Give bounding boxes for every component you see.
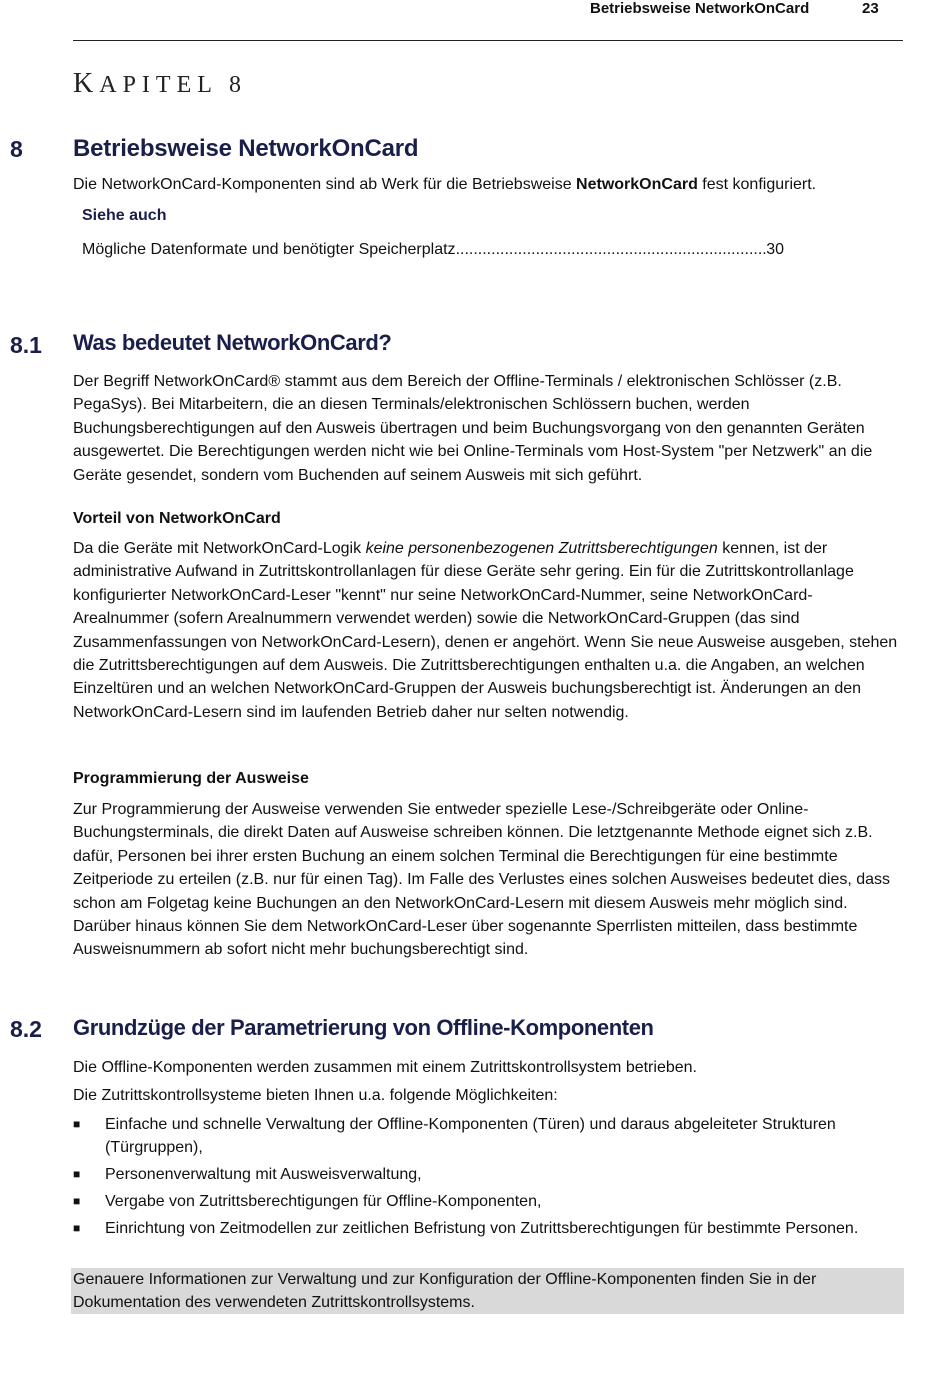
list-item: ■ Vergabe von Zutrittsberechtigungen für Offline-Komponenten, (73, 1190, 893, 1213)
list-item: ■ Einfache und schnelle Verwaltung der Offline-Komponenten (Türen) und daraus abgeleiteter Strukturen (Türgruppen), (73, 1113, 893, 1160)
bullet-square-icon: ■ (73, 1194, 81, 1209)
section-number: 8 (10, 136, 23, 162)
subsection-title: Was bedeutet NetworkOnCard? (73, 330, 392, 355)
subsection-title-82: Grundzüge der Parametrierung von Offline-Komponenten (73, 1015, 654, 1040)
programmierung-heading: Programmierung der Ausweise (73, 770, 309, 787)
toc-leader-dots (456, 241, 767, 259)
bullet-square-icon: ■ (73, 1167, 81, 1182)
see-also-label: Siehe auch (82, 207, 167, 224)
chapter-label-initial: K (73, 68, 100, 99)
bullet-square-icon: ■ (73, 1221, 81, 1236)
subsection-number: 8.1 (10, 332, 42, 358)
toc-link-text: Mögliche Datenformate und benötigter Speicherplatz (82, 241, 456, 258)
chapter-label-rest: APITEL 8 (99, 72, 247, 98)
header-title: Betriebsweise NetworkOnCard (590, 0, 810, 17)
programmierung-paragraph: Zur Programmierung der Ausweise verwenden Sie entweder spezielle Lese-/Schreibgeräte oder Online-Buchungsterminals, die direkt Daten auf Ausweise schreiben können. Die letztgenannte Methode eignet sich z.B. dafür, Personen bei ihrer ersten Buchung an einem solchen Terminal die Berechtigungen für eine bestimmte Zeitperiode zu erteilen (z.B. nur für einen Tag). Im Falle des Verlustes eines solchen Ausweises bedeutet dies, dass schon am Folgetag keine Buchungen an den NetworkOnCard-Lesern mit diesem Ausweis mehr möglich sind. Darüber hinaus können Sie dem NetworkOnCard-Leser über sogenannte Sperrlisten mitteilen, dass bestimmte Ausweisnummern ab sofort nicht mehr buchungsberechtigt sind. (73, 801, 891, 959)
chapter-label (73, 68, 247, 100)
list-item: ■ Einrichtung von Zeitmodellen zur zeitlichen Befristung von Zutrittsberechtigungen für bestimmte Personen. (73, 1217, 893, 1240)
bullet-square-icon: ■ (73, 1117, 81, 1131)
list-item: ■ Personenverwaltung mit Ausweisverwaltung, (73, 1163, 893, 1186)
intro-bold-term: NetworkOnCard (576, 176, 698, 193)
subsection-number-82: 8.2 (10, 1016, 42, 1042)
page-number: 23 (862, 0, 879, 17)
definition-paragraph: Der Begriff NetworkOnCard® stammt aus dem Bereich der Offline-Terminals / elektronischen Schlösser (z.B. PegaSys). Bei Mitarbeitern, die an diesen Terminals/elektronischen Schlössern buchen, werden Buchungsberechtigungen auf den Ausweis übertragen und beim Buchungsvorgang von den genannten Geräten ausgewertet. Die Berechtigungen werden nicht wie bei Online-Terminals vom Host-System "per Netzwerk" an die Geräte gesendet, sondern vom Buchenden auf seinem Ausweis mit sich geführt. (73, 373, 873, 484)
vorteil-emphasis: keine personenbezogenen Zutrittsberechtigungen (365, 540, 718, 557)
offline-intro-line: Die Offline-Komponenten werden zusammen mit einem Zutrittskontrollsystem betrieben. (73, 1059, 697, 1076)
section-intro: Die NetworkOnCard-Komponenten sind ab Werk für die Betriebsweise NetworkOnCard fest konfiguriert. (73, 176, 817, 193)
possibilities-intro-line: Die Zutrittskontrollsysteme bieten Ihnen u.a. folgende Möglichkeiten: (73, 1087, 558, 1104)
vorteil-heading: Vorteil von NetworkOnCard (73, 510, 281, 527)
header-divider (73, 40, 903, 41)
info-note-text: Genauere Informationen zur Verwaltung und zur Konfiguration der Offline-Komponenten finden Sie in der Dokumentation des verwendeten Zutrittskontrollsystems. (73, 1271, 817, 1312)
info-note-box (71, 1268, 904, 1314)
vorteil-paragraph: Da die Geräte mit NetworkOnCard-Logik keine personenbezogenen Zutrittsberechtigungen kennen, ist der administrative Aufwand in Zutrittskontrollanlagen für diese Geräte sehr gering. Ein für die Zutrittskontrollanlage konfigurierter NetworkOnCard-Leser "kennt" nur seine NetworkOnCard-Nummer, seine NetworkOnCard-Arealnummer (sofern Arealnummern verwendet werden) sowie die NetworkOnCard-Gruppen (das sind Zusammenfassungen von NetworkOnCard-Lesern), denen er angehört. Wenn Sie neue Ausweise ausgeben, stehen die Zutrittsberechtigungen auf dem Ausweis. Die Zutrittsberechtigungen enthalten u.a. die Angaben, an welchen Einzeltüren und an welchen NetworkOnCard-Gruppen der Ausweis buchungsberechtigt ist. Änderungen an den NetworkOnCard-Lesern sind im laufenden Betrieb daher nur selten notwendig. (73, 540, 898, 721)
possibilities-list (73, 1113, 893, 1244)
toc-link-page: 30 (766, 241, 784, 258)
toc-link[interactable] (82, 241, 784, 259)
running-header (590, 0, 879, 17)
section-title: Betriebsweise NetworkOnCard (73, 135, 419, 162)
